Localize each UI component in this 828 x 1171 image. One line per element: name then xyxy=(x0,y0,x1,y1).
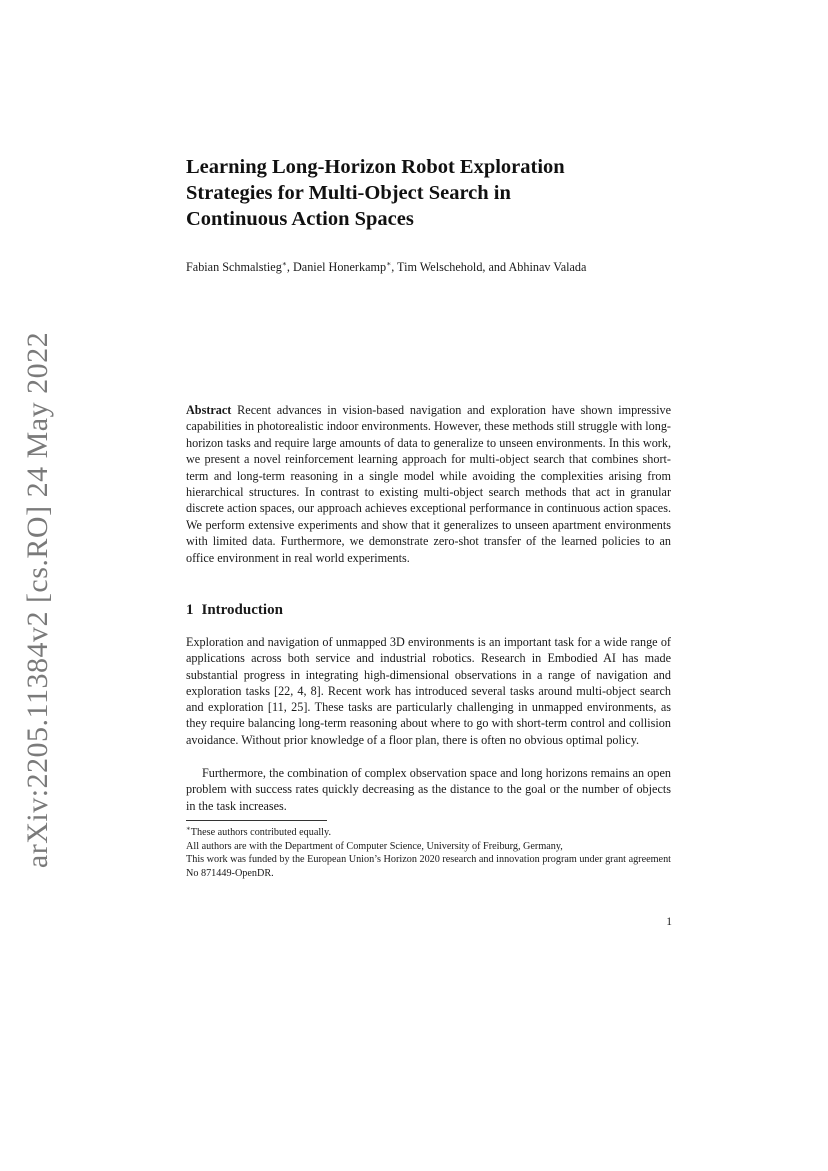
intro-paragraph-2: Furthermore, the combination of complex observation space and long horizons remains an open problem with success rates quickly decreasing as the distance to the goal or the number of objects in the task increases. xyxy=(186,766,671,813)
paper-title xyxy=(186,154,656,232)
section-heading-introduction xyxy=(186,600,283,620)
author-separator: , xyxy=(286,260,293,274)
page-number: 1 xyxy=(666,916,672,928)
title-line-1: Learning Long-Horizon Robot Exploration xyxy=(186,156,565,178)
author-list xyxy=(186,259,676,275)
footnote-affiliation: All authors are with the Department of Computer Science, University of Freiburg, Germany, xyxy=(186,840,563,852)
abstract-label: Abstract xyxy=(186,403,232,417)
intro-paragraph-1: Exploration and navigation of unmapped 3D environments is an important task for a wide range of applications across both service and industrial robotics. Research in Embodied AI has made substantial progress in integrating high-dimensional observations in a range of navigation and exploration tasks [22, 4, 8]. Recent work has introduced several tasks around multi-object search and exploration [11, 25]. These tasks are particularly challenging in unmapped environments, as they require balancing long-term reasoning about where to go with short-term control and collision avoidance. Without prior knowledge of a floor plan, there is often no obvious optimal policy. xyxy=(186,635,671,747)
arxiv-identifier-stamp: arXiv:2205.11384v2 [cs.RO] 24 May 2022 xyxy=(21,331,54,869)
author-name-1: Fabian Schmalstieg xyxy=(186,260,282,274)
author-name-2: Daniel Honerkamp xyxy=(293,260,387,274)
title-line-2: Strategies for Multi-Object Search in xyxy=(186,182,511,204)
footnote-divider xyxy=(186,820,327,821)
title-line-3: Continuous Action Spaces xyxy=(186,208,414,230)
abstract xyxy=(186,402,671,566)
equal-contribution-mark-1: ∗ xyxy=(281,258,287,268)
footnote-equal-text: These authors contributed equally. xyxy=(190,827,331,838)
abstract-text: Recent advances in vision-based navigation and exploration have shown impressive capabilities in photorealistic indoor environments. However, these methods still struggle with long-horizon tasks and require large amounts of data to generalize to unseen environments. In this work, we present a novel reinforcement learning approach for multi-object search that combines short-term and long-term reasoning in a single model while avoiding the complexities arising from hierarchical structures. In contrast to existing multi-object search methods that act in granular discrete action spaces, our approach achieves exceptional performance in continuous action spaces. We perform extensive experiments and show that it generalizes to unseen apartment environments with limited data. Furthermore, we demonstrate zero-shot transfer of the learned policies to an office environment in real world experiments. xyxy=(186,403,672,565)
footnote-mark: ∗ xyxy=(186,824,191,833)
section-title: Introduction xyxy=(201,602,283,618)
equal-contribution-mark-2: ∗ xyxy=(386,258,392,268)
footnote-funding: This work was funded by the European Union’s Horizon 2020 research and innovation program under grant agreement No 871449-OpenDR. xyxy=(186,854,671,879)
remaining-authors: , Tim Welschehold, and Abhinav Valada xyxy=(391,260,587,274)
footnotes xyxy=(186,826,671,880)
section-number: 1 xyxy=(186,602,194,618)
footnote-equal-contribution xyxy=(186,826,671,840)
